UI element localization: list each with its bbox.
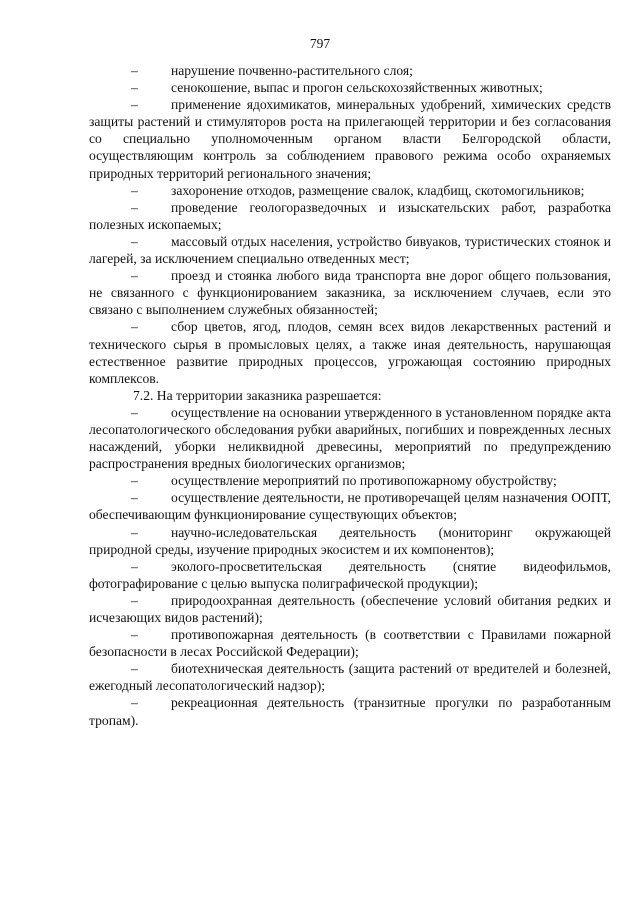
list-item [89, 182, 611, 199]
list-item [89, 404, 611, 472]
list-dash: – [131, 97, 138, 113]
list-item-text: противопожарная деятельность (в соответствии с Правилами пожарной безопасности в лесах Российской Федерации); [89, 627, 611, 660]
document-body [89, 62, 611, 729]
list-item [89, 267, 611, 318]
list-item [89, 472, 611, 489]
list-item [89, 62, 611, 79]
list-item-text: применение ядохимикатов, минеральных удобрений, химических средств защиты растений и стимуляторов роста на прилегающей территории и без согласования со специально уполномоченным органом власти Белгородской области, осуществляющим контроль за соблюдением правового режима особо охраняемых природных территорий регионального значения; [89, 97, 611, 181]
list-item-text: сенокошение, выпас и прогон сельскохозяйственных животных; [171, 80, 543, 96]
list-item-text: массовый отдых населения, устройство бивуаков, туристических стоянок и лагерей, за исключением специально отведенных мест; [89, 233, 611, 267]
list-item-text: сбор цветов, ягод, плодов, семян всех видов лекарственных растений и технического сырья в промысловых целях, а также иная деятельность, нарушающая естественное развитие природных процессов, угрожающая состоянию природных комплексов. [89, 319, 611, 386]
list-dash: – [131, 319, 138, 335]
list-item-text: осуществление на основании утвержденного в установленном порядке акта лесопатологического обследования рубки аварийных, погибших и поврежденных лесных насаждений, уборки неликвидной древесины, мероприятий по предупреждению распространения вредных биологических организмов; [89, 404, 611, 472]
list-item-text: захоронение отходов, размещение свалок, кладбищ, скотомогильников; [171, 182, 585, 198]
list-item [89, 626, 611, 660]
list-item [89, 233, 611, 267]
list-item-text: природоохранная деятельность (обеспечение условий обитания редких и исчезающих видов растений); [89, 592, 611, 625]
list-item [89, 199, 611, 233]
list-item-text: проведение геологоразведочных и изыскательских работ, разработка полезных ископаемых; [89, 199, 611, 232]
list-item [89, 694, 611, 728]
list-dash: – [131, 524, 138, 540]
list-dash: – [131, 233, 138, 249]
list-item-text: рекреационная деятельность (транзитные прогулки по разработанным тропам). [89, 695, 611, 728]
list-dash: – [131, 627, 138, 643]
list-item-text: осуществление мероприятий по противопожарному обустройству; [171, 473, 557, 489]
list-dash: – [131, 592, 138, 608]
list-item [89, 318, 611, 386]
list-item-text: проезд и стоянка любого вида транспорта вне дорог общего пользования, не связанного с функционированием заказника, за исключением случаев, если это связано с выполнением служебных обязанностей; [89, 268, 611, 318]
list-item-text: научно-иследовательская деятельность (мониторинг окружающей природной среды, изучение природных экосистем и их компонентов); [89, 524, 611, 557]
list-dash: – [131, 558, 138, 574]
list-dash: – [131, 268, 138, 284]
list-item [89, 558, 611, 592]
prohibited-activities-list [89, 62, 611, 387]
list-dash: – [131, 63, 138, 78]
list-dash: – [131, 695, 138, 711]
list-dash: – [131, 199, 138, 215]
list-item-text: биотехническая деятельность (защита растений от вредителей и болезней, ежегодный лесопатологический надзор); [89, 661, 611, 694]
list-dash: – [131, 182, 138, 198]
list-dash: – [131, 490, 138, 506]
list-dash: – [131, 80, 138, 96]
list-item-text: нарушение почвенно-растительного слоя; [171, 63, 413, 78]
list-item [89, 660, 611, 694]
list-item [89, 592, 611, 626]
list-dash: – [131, 404, 138, 420]
list-item [89, 489, 611, 523]
list-item [89, 79, 611, 96]
list-dash: – [131, 473, 138, 489]
section-heading: 7.2. На территории заказника разрешается: [133, 387, 382, 403]
list-item-text: эколого-просветительская деятельность (снятие видеофильмов, фотографирование с целью выпуска полиграфической продукции); [89, 558, 611, 591]
list-item [89, 96, 611, 181]
page-number: 797 [309, 36, 331, 51]
permitted-activities-list [89, 404, 611, 729]
list-item-text: осуществление деятельности, не противоречащей целям назначения ООПТ, обеспечивающим функционирование существующих объектов; [89, 490, 611, 523]
list-item [89, 524, 611, 558]
list-dash: – [131, 661, 138, 677]
